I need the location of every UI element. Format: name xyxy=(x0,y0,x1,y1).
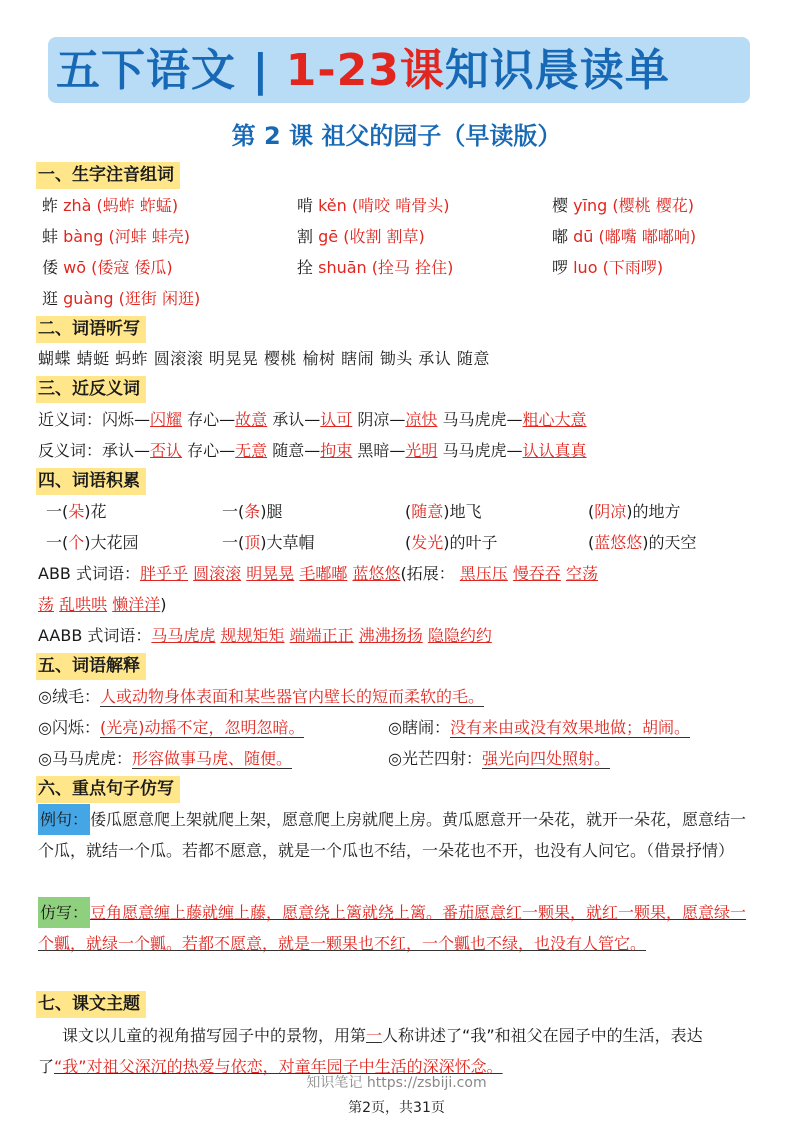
char-entry: 啃 kěn (啃咬 啃骨头) xyxy=(297,196,450,215)
explanation-entry: ◎光芒四射：强光向四处照射。 xyxy=(388,749,610,768)
char-entry: 拴 shuān (拴马 拴住) xyxy=(297,258,454,277)
title-part-subject: 五下语文 | xyxy=(56,45,286,96)
page-number: 第2页，共31页 xyxy=(348,1100,445,1116)
example-label: 例句： xyxy=(38,804,90,835)
title-part-range: 1-23课 xyxy=(285,45,445,96)
measure-word: 一(顶)大草帽 xyxy=(222,533,315,552)
imitation-label: 仿写： xyxy=(38,897,90,928)
page-title xyxy=(56,40,670,102)
section-4-heading: 四、词语积累 xyxy=(36,468,146,495)
abb-words: ABB 式词语：胖乎乎 圆滚滚 明晃晃 毛嘟嘟 蓝悠悠(拓展： 黑压压 慢吞吞 空荡 xyxy=(38,564,599,583)
explanation-entry: ◎瞎闹：没有来由或没有效果地做；胡闹。 xyxy=(388,718,690,737)
char-entry: 嘟 dū (嘟嘴 嘟嘟响) xyxy=(552,227,697,246)
example-sentence: 例句： 倭瓜愿意爬上架就爬上架，愿意爬上房就爬上房。黄瓜愿意开一朵花，就开一朵花，愿意结一个瓜，就结一个瓜。若都不愿意，就是一个瓜也不结，一朵花也不开，也没有人问它。（借景抒情） xyxy=(38,804,760,866)
lesson-title: 第 2 课 祖父的园子（早读版） xyxy=(231,122,562,150)
aabb-words: AABB 式词语：马马虎虎 规规矩矩 端端正正 沸沸扬扬 隐隐约约 xyxy=(38,626,492,645)
explanation-entry: ◎马马虎虎：形容做事马虎、随便。 xyxy=(38,749,292,768)
synonym-row: 近义词：闪烁—闪耀 存心—故意 承认—认可 阴凉—凉快 马马虎虎—粗心大意 xyxy=(38,410,587,429)
char-entry: 割 gē (收割 割草) xyxy=(297,227,425,246)
section-7-heading: 七、课文主题 xyxy=(36,991,146,1018)
char-entry: 啰 luo (下雨啰) xyxy=(552,258,664,277)
explanation-entry: ◎闪烁：(光亮)动摇不定，忽明忽暗。 xyxy=(38,718,305,737)
char-entry: 蚌 bàng (河蚌 蚌壳) xyxy=(42,227,191,246)
measure-word: (随意)地飞 xyxy=(405,502,482,521)
measure-word: 一(条)腿 xyxy=(222,502,283,521)
measure-word: 一(个)大花园 xyxy=(46,533,139,552)
measure-word: (蓝悠悠)的天空 xyxy=(588,533,697,552)
section-5-heading: 五、词语解释 xyxy=(36,653,146,680)
theme-paragraph: 课文以儿童的视角描写园子中的景物，用第一人称讲述了“我”和祖父在园子中的生活，表达了“我”对祖父深沉的热爱与依恋，对童年园子中生活的深深怀念。 xyxy=(38,1026,703,1076)
char-entry: 蚱 zhà (蚂蚱 蚱蜢) xyxy=(42,196,179,215)
imitation-sentence: 仿写： 豆角愿意缠上藤就缠上藤，愿意绕上篱就绕上篱。番茄愿意红一颗果，就红一颗果，愿意绿一个瓤，就绿一个瓤。若都不愿意，就是一颗果也不红，一个瓤也不绿，也没有人管它。 xyxy=(38,897,760,959)
char-entry: 逛 guàng (逛街 闲逛) xyxy=(42,289,201,308)
section-2-heading: 二、词语听写 xyxy=(36,316,146,343)
measure-word: (发光)的叶子 xyxy=(405,533,498,552)
section-1-heading: 一、生字注音组词 xyxy=(36,162,180,189)
dictation-words: 蝴蝶 蜻蜓 蚂蚱 圆滚滚 明晃晃 樱桃 榆树 瞎闹 锄头 承认 随意 xyxy=(38,349,490,368)
section-6-heading: 六、重点句子仿写 xyxy=(36,776,180,803)
abb-words-ext: 荡 乱哄哄 懒洋洋) xyxy=(38,595,167,614)
section-3-heading: 三、近反义词 xyxy=(36,376,146,403)
measure-word: 一(朵)花 xyxy=(46,502,107,521)
watermark: 知识笔记 https://zsbiji.com xyxy=(306,1075,487,1091)
char-entry: 倭 wō (倭寇 倭瓜) xyxy=(42,258,173,277)
explanation-entry: ◎绒毛：人或动物身体表面和某些器官内壁长的短而柔软的毛。 xyxy=(38,687,484,706)
title-part-name: 知识晨读单 xyxy=(444,45,670,96)
antonym-row: 反义词：承认—否认 存心—无意 随意—拘束 黑暗—光明 马马虎虎—认认真真 xyxy=(38,441,587,460)
char-entry: 樱 yīng (樱桃 樱花) xyxy=(552,196,694,215)
measure-word: (阴凉)的地方 xyxy=(588,502,681,521)
